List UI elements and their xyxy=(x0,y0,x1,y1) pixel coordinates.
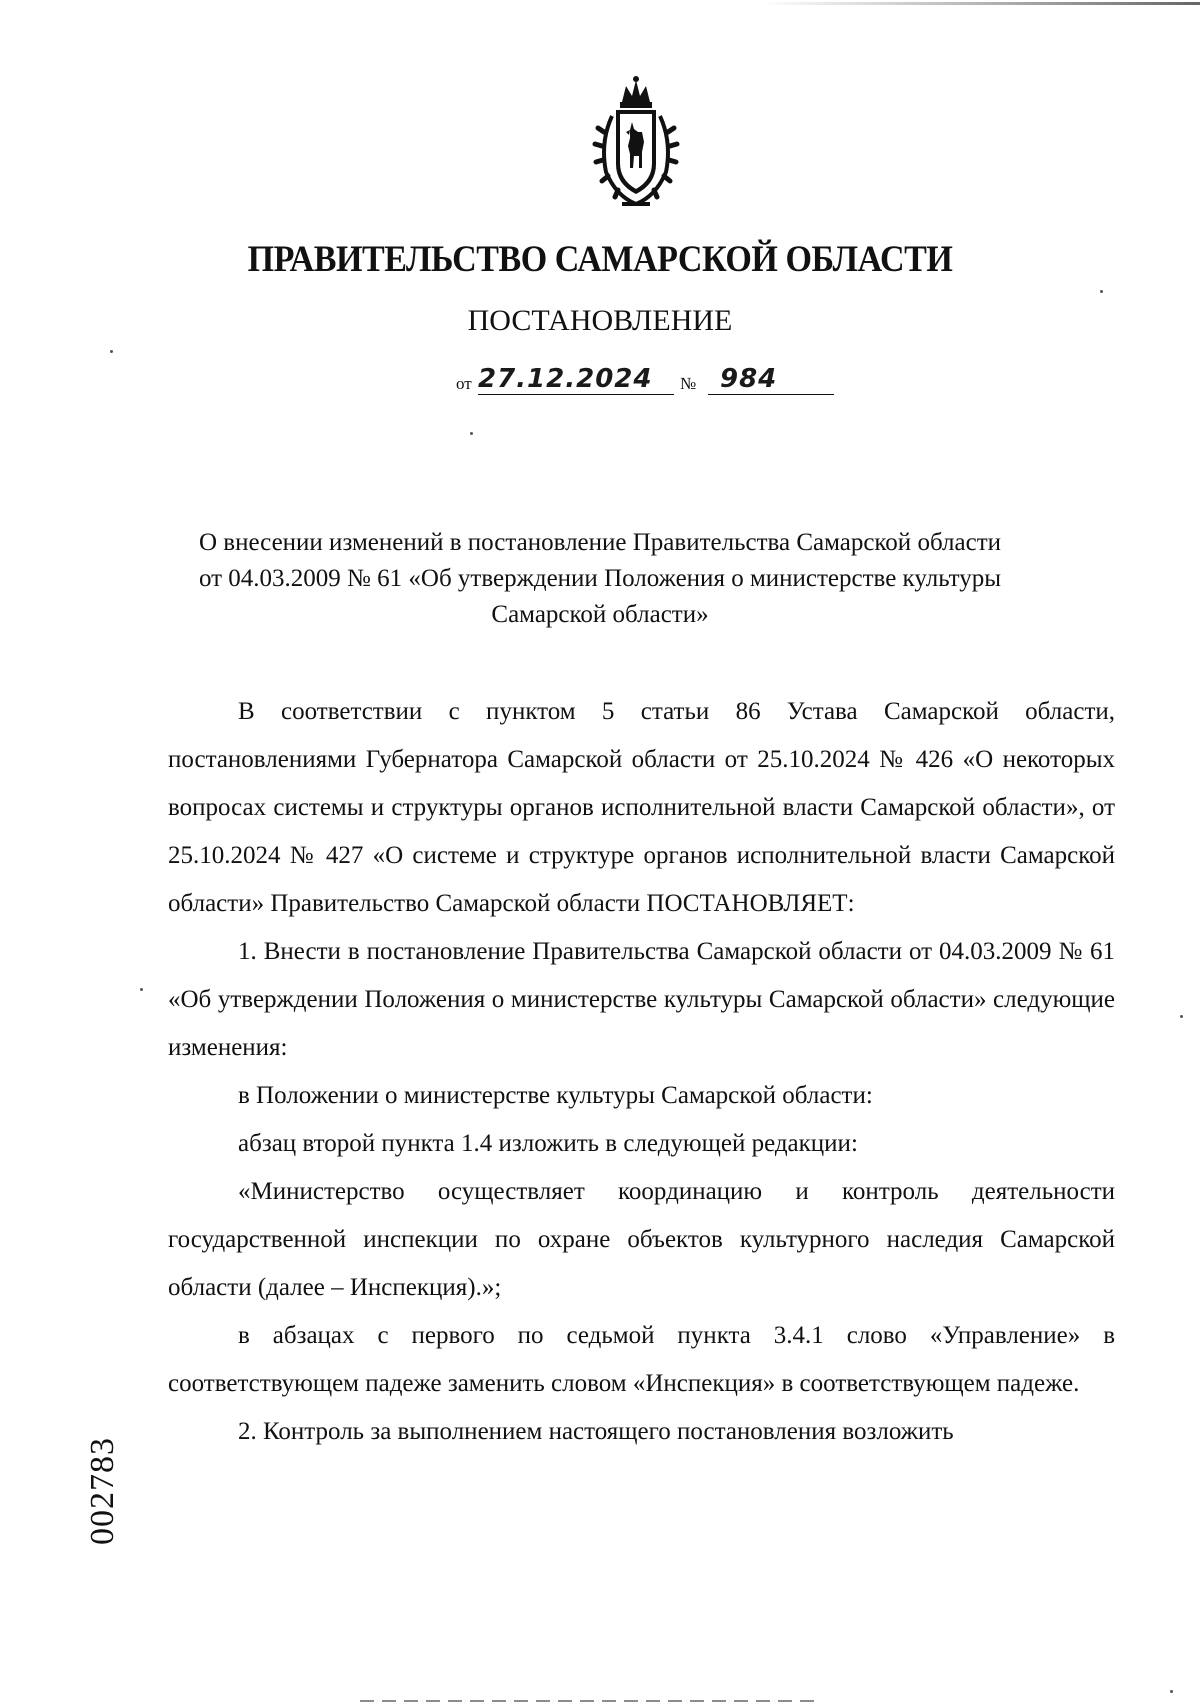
body-paragraph: В соответствии с пунктом 5 статьи 86 Устава Самарской области, постановлениями Губернатора Самарской области от 25.10.2024 № 426 «О некоторых вопросах системы и структуры органов исполнительной власти Самарской области», от 25.10.2024 № 427 «О системе и структуре органов исполнительной власти Самарской области» Правительство Самарской области ПОСТАНОВЛЯЕТ: xyxy=(168,698,1115,917)
scan-speck xyxy=(1100,290,1103,293)
date-underline xyxy=(478,394,674,395)
body-paragraph: абзац второй пункта 1.4 изложить в следующей редакции: xyxy=(238,1130,858,1157)
subject-line: от 04.03.2009 № 61 «Об утверждении Положения о министерстве культуры xyxy=(198,565,1002,592)
scan-artifact-top xyxy=(760,2,1200,5)
date-number-line xyxy=(456,362,836,398)
date-handwritten: 27.12.2024 xyxy=(478,364,653,394)
body-paragraph: в Положении о министерстве культуры Самарской области: xyxy=(238,1082,873,1109)
body-paragraph: в абзацах с первого по седьмой пункта 3.4.1 слово «Управление» в соответствующем падеже заменить словом «Инспекция» в соответствующем падеже. xyxy=(168,1322,1115,1397)
document-type: ПОСТАНОВЛЕНИЕ xyxy=(467,304,733,337)
scan-speck xyxy=(470,432,473,435)
scan-speck xyxy=(1180,1015,1183,1018)
body-paragraph: «Министерство осуществляет координацию и контроль деятельности государственной инспекции по охране объектов культурного наследия Самарской области (далее – Инспекция).»; xyxy=(168,1178,1115,1301)
document-subject xyxy=(150,525,1050,633)
government-title: ПРАВИТЕЛЬСТВО САМАРСКОЙ ОБЛАСТИ xyxy=(247,239,953,280)
side-serial-number: 002783 xyxy=(84,1437,121,1545)
number-prefix: № xyxy=(680,374,697,393)
samara-coat-of-arms-icon xyxy=(582,72,690,212)
scan-artifact-bottom xyxy=(360,1700,820,1702)
number-underline xyxy=(708,394,834,395)
number-handwritten: 984 xyxy=(720,364,778,394)
subject-line: Самарской области» xyxy=(491,601,709,628)
body-paragraph: 1. Внести в постановление Правительства Самарской области от 04.03.2009 № 61 «Об утверждении Положения о министерстве культуры Самарской области» следующие изменения: xyxy=(168,938,1115,1061)
document-body xyxy=(168,688,1115,1456)
body-paragraph: 2. Контроль за выполнением настоящего постановления возложить xyxy=(238,1418,954,1445)
scan-speck xyxy=(1170,1690,1173,1693)
date-prefix: от xyxy=(456,374,472,393)
subject-line: О внесении изменений в постановление Правительства Самарской области xyxy=(198,529,1002,556)
scan-speck xyxy=(110,350,113,353)
scan-speck xyxy=(140,988,143,991)
